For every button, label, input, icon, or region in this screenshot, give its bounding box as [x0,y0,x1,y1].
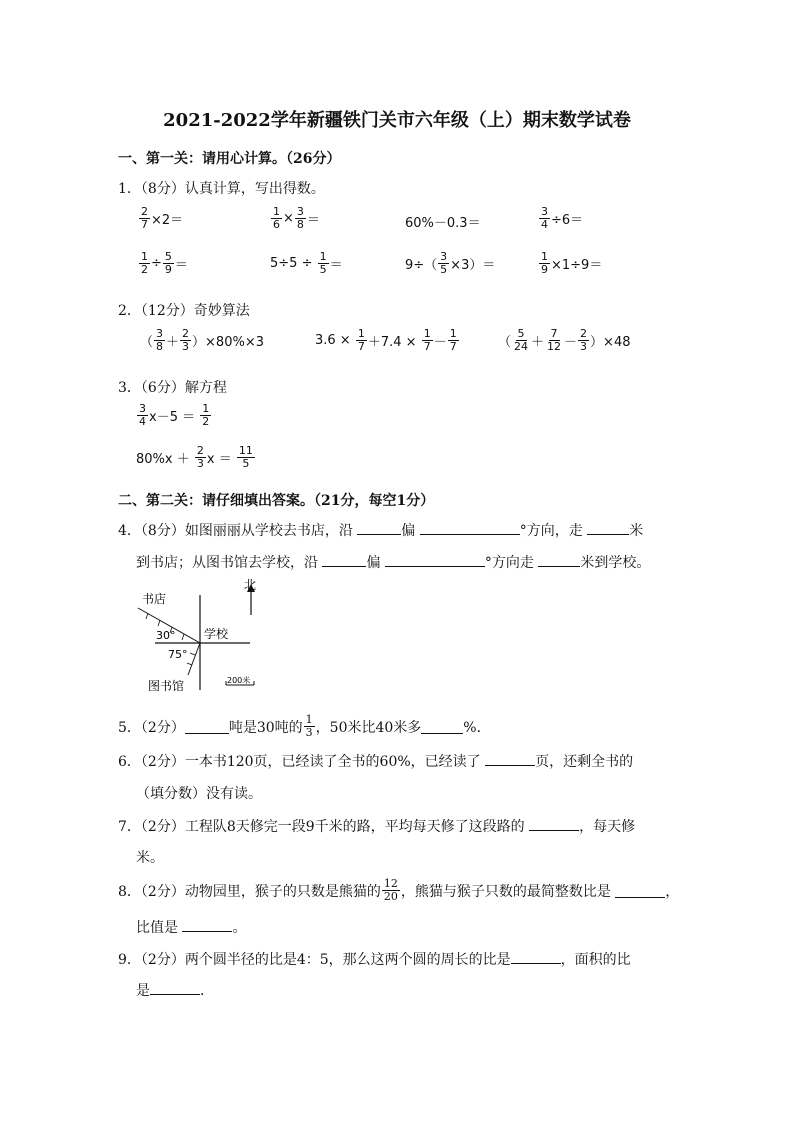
expr-2a: （ $\frac{3}{8}$ ＋ $\frac{2}{3}$ ）×80%×3 [140,327,264,353]
expr-5: $\frac{1}{2}$ ÷ $\frac{5}{9}$ ＝ [141,250,188,276]
question-7-line-2: 米。 [136,850,164,866]
north-label: 北 [244,578,257,592]
expr-7: 9÷（ $\frac{3}{5}$ ×3）＝ [405,250,496,276]
angle-75-label: 75° [168,648,188,661]
answer-blank[interactable] [615,883,665,898]
answer-blank[interactable] [511,949,561,964]
bookstore-label: 书店 [142,592,167,606]
expr-8: $\frac{1}{9}$ ×1÷9＝ [541,250,603,276]
answer-blank[interactable] [587,520,629,535]
question-3-label: 3．（6分）解方程 [118,380,227,396]
answer-blank[interactable] [538,552,580,567]
question-1-label: 1．（8分）认真计算，写出得数。 [118,181,325,197]
page-title: 2021-2022学年新疆铁门关市六年级（上）期末数学试卷 [163,110,631,131]
question-9-line-2: 是 ． [136,980,214,1000]
question-6-line-2: （填分数）没有读。 [136,786,262,802]
expr-1: $\frac{2}{7}$ ×2＝ [141,205,184,231]
answer-blank[interactable] [357,520,401,535]
school-label: 学校 [204,627,229,641]
scale-label: 200米 [227,676,251,685]
section-2-heading: 二、第二关：请仔细填出答案。（21分，每空1分） [118,493,435,509]
direction-diagram [130,575,270,695]
expr-2b: 3.6 × $\frac{1}{7}$ ＋7.4 × $\frac{1}{7}$ － $\frac{1}{7}$ [315,327,457,353]
answer-blank[interactable] [529,816,579,831]
expr-6: 5÷5 ÷ $\frac{1}{5}$ ＝ [270,250,343,276]
answer-blank[interactable] [322,552,366,567]
question-4-line-2: 到书店；从图书馆去学校，沿 偏 °方向走 米到学校。 [136,552,650,572]
answer-blank[interactable] [485,751,535,766]
answer-blank[interactable] [420,520,520,535]
section-1-heading: 一、第一关：请用心计算。（26分） [118,151,341,167]
question-7-line-1: 7．（2分）工程队8天修完一段9千米的路，平均每天修了这段路的 ，每天修 [118,816,635,836]
library-label: 图书馆 [148,679,185,693]
expr-2c: （ $\frac{5}{24}$ ＋ $\frac{7}{12}$ － $\frac{2}{3}$ ）×48 [498,327,631,353]
answer-blank[interactable] [421,719,463,734]
answer-blank[interactable] [385,552,485,567]
question-2-label: 2．（12分）奇妙算法 [118,303,250,319]
answer-blank[interactable] [185,719,229,734]
question-8-line-1: 8．（2分）动物园里，猴子的只数是熊猫的 $\frac{12}{20}$ ，熊猫与猴子只数的最简整数比是 ， [118,877,680,903]
expr-2: $\frac{1}{6}$ × $\frac{3}{8}$ ＝ [273,205,320,231]
question-8-line-2: 比值是 。 [136,917,246,937]
equation-2: 80%x ＋ $\frac{2}{3}$ x ＝ $\frac{11}{5}$ [136,444,253,470]
question-9-line-1: 9．（2分）两个圆半径的比是4：5，那么这两个圆的周长的比是 ，面积的比 [118,949,631,969]
question-5: 5．（2分） 吨是30吨的 $\frac{1}{3}$ ，50米比40米多 %． [118,713,491,739]
equation-1: $\frac{3}{4}$ x－5 ＝ $\frac{1}{2}$ [139,402,210,428]
question-6-line-1: 6．（2分）一本书120页，已经读了全书的60%，已经读了 页，还剩全书的 [118,751,633,771]
question-4-line-1: 4．（8分）如图丽丽从学校去书店，沿 偏 °方向，走 米 [118,520,643,540]
answer-blank[interactable] [182,917,232,932]
expr-3: 60%－0.3＝ [405,216,481,231]
answer-blank[interactable] [150,980,200,995]
angle-30-label: 30° [156,629,176,642]
expr-4: $\frac{3}{4}$ ÷6＝ [541,205,584,231]
